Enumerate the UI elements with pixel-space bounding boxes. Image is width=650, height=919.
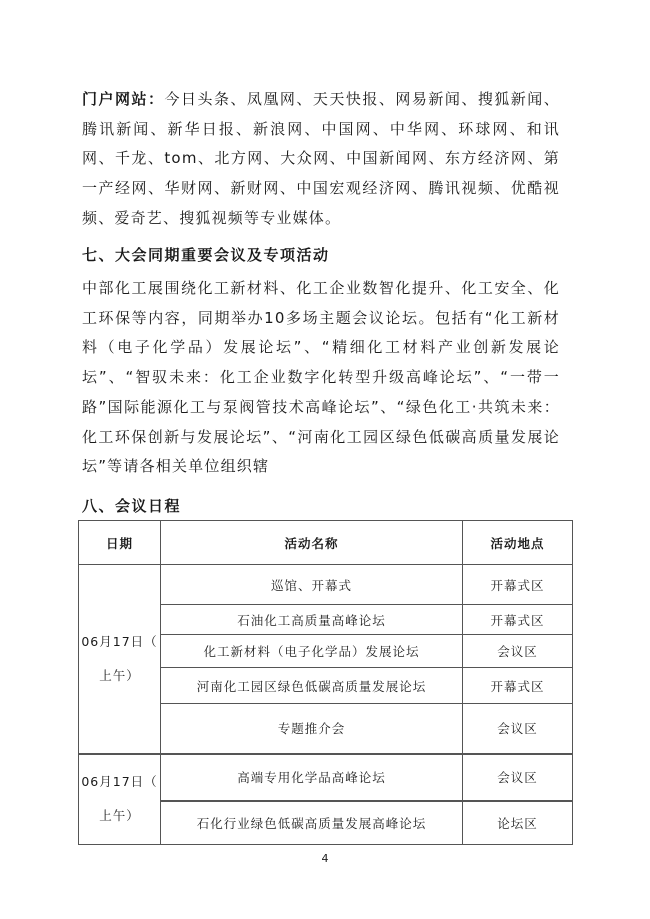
venue-cell: 论坛区 xyxy=(463,801,573,845)
date-cell-group-2 xyxy=(79,754,161,845)
date-line-1: 06月17日（ xyxy=(81,774,158,790)
venue-cell: 开幕式区 xyxy=(463,565,573,605)
table-header-row xyxy=(79,521,573,565)
portal-label: 门户网站： xyxy=(82,90,165,108)
header-date: 日期 xyxy=(79,521,161,565)
table-row xyxy=(79,565,573,605)
page-number: 4 xyxy=(321,852,329,865)
section-7-paragraph: 中部化工展围绕化工新材料、化工企业数智化提升、化工安全、化工环保等内容，同期举办10多场主题会议论坛。包括有“化工新材料（电子化学品）发展论坛”、“精细化工材料产业创新发展论坛”、“智驭未来：化工企业数字化转型升级高峰论坛”、“一带一路”国际能源化工与泵阀管技术高峰论坛”、“绿色化工·共筑未来：化工环保创新与发展论坛”、“河南化工园区绿色低碳高质量发展论坛”等请各相关单位组织辖 xyxy=(82,279,560,476)
activity-name-cell: 石油化工高质量高峰论坛 xyxy=(161,605,463,635)
section-7-heading: 七、大会同期重要会议及专项活动 xyxy=(82,246,330,264)
date-line-2: 上午） xyxy=(99,808,140,824)
venue-cell: 会议区 xyxy=(463,754,573,801)
activity-name-cell: 巡馆、开幕式 xyxy=(161,565,463,605)
header-venue: 活动地点 xyxy=(463,521,573,565)
venue-cell: 会议区 xyxy=(463,704,573,754)
venue-cell: 会议区 xyxy=(463,635,573,668)
portal-paragraph xyxy=(82,85,560,234)
activity-name-cell: 专题推介会 xyxy=(161,704,463,754)
date-line-1: 06月17日（ xyxy=(81,633,158,649)
header-activity-name: 活动名称 xyxy=(161,521,463,565)
date-line-2: 上午） xyxy=(99,667,140,683)
venue-cell: 开幕式区 xyxy=(463,605,573,635)
activity-name-cell: 高端专用化学品高峰论坛 xyxy=(161,754,463,801)
venue-cell: 开幕式区 xyxy=(463,668,573,704)
activity-name-cell: 石化行业绿色低碳高质量发展高峰论坛 xyxy=(161,801,463,845)
date-cell-group-1 xyxy=(79,565,161,754)
section-8-heading: 八、会议日程 xyxy=(82,497,182,515)
table-row xyxy=(79,754,573,801)
portal-text: 今日头条、凤凰网、天天快报、网易新闻、搜狐新闻、腾讯新闻、新华日报、新浪网、中国网、中华网、环球网、和讯网、千龙、tom、北方网、大众网、中国新闻网、东方经济网、第一产经网、华财网、新财网、中国宏观经济网、腾讯视频、优酷视频、爱奇艺、搜狐视频等专业媒体。 xyxy=(82,90,560,227)
schedule-table xyxy=(78,520,573,845)
activity-name-cell: 化工新材料（电子化学品）发展论坛 xyxy=(161,635,463,668)
activity-name-cell: 河南化工园区绿色低碳高质量发展论坛 xyxy=(161,668,463,704)
